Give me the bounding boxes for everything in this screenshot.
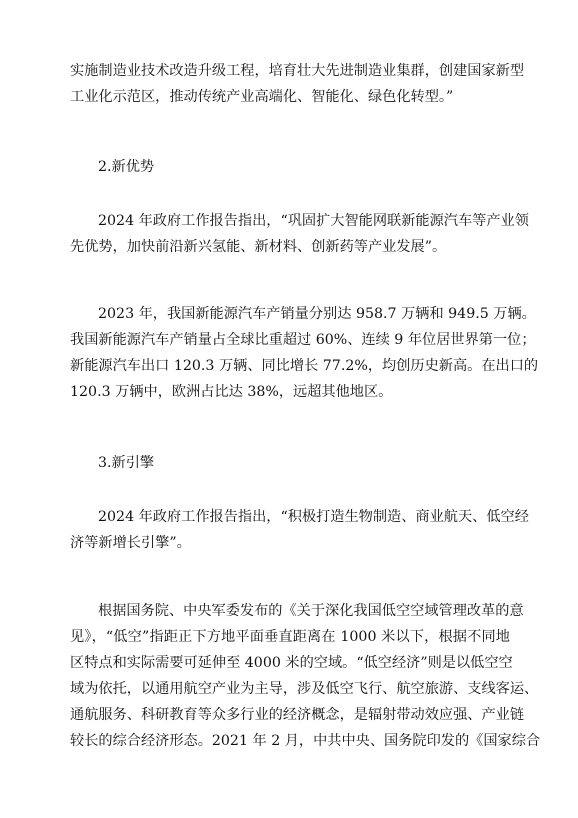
text-line: 区特点和实际需要可延伸至 4000 米的空域。“低空经济”则是以低空空 [70,655,513,671]
text-line: 2024 年政府工作报告指出，“积极打造生物制造、商业航天、低空经 [98,509,529,525]
text-line: 120.3 万辆中，欧洲占比达 38%，远超其他地区。 [70,384,393,400]
text-line: 通航服务、科研教育等众多行业的经济概念，是辐射带动效应强、产业链 [70,707,525,723]
section-heading-new-engine: 3.新引擎 [98,455,155,471]
text-line: 较长的综合经济形态。2021 年 2 月，中共中央、国务院印发的《国家综合 [70,733,541,749]
paragraph-low-altitude-economy [70,598,541,754]
text-line: 根据国务院、中央军委发布的《关于深化我国低空空域管理改革的意 [98,603,524,619]
text-line: 2024 年政府工作报告指出，“巩固扩大智能网联新能源汽车等产业领 [98,213,529,229]
section-heading-new-advantage: 2.新优势 [98,159,155,175]
text-line: 济等新增长引擎”。 [70,535,191,551]
text-line: 我国新能源汽车产销量占全球比重超过 60%、连续 9 年位居世界第一位； [70,332,536,348]
text-line: 域为依托，以通用航空产业为主导，涉及低空飞行、航空旅游、支线客运、 [70,681,539,697]
paragraph-manufacturing-upgrade [70,58,525,110]
text-line: 实施制造业技术改造升级工程，培育壮大先进制造业集群，创建国家新型 [70,63,525,79]
text-line: 新能源汽车出口 120.3 万辆、同比增长 77.2%，均创历史新高。在出口的 [70,358,539,374]
paragraph-nev-sales-statistics [70,301,539,405]
paragraph-new-growth-engines [70,504,529,556]
paragraph-new-energy-vehicle-advantage [70,208,529,260]
text-line: 先优势，加快前沿新兴氢能、新材料、创新药等产业发展”。 [70,239,447,255]
text-line: 2023 年，我国新能源汽车产销量分别达 958.7 万辆和 949.5 万辆。 [98,306,536,322]
text-line: 工业化示范区，推动传统产业高端化、智能化、绿色化转型。” [70,89,454,105]
text-line: 见》，“低空”指距正下方地平面垂直距离在 1000 米以下，根据不同地 [70,629,510,645]
